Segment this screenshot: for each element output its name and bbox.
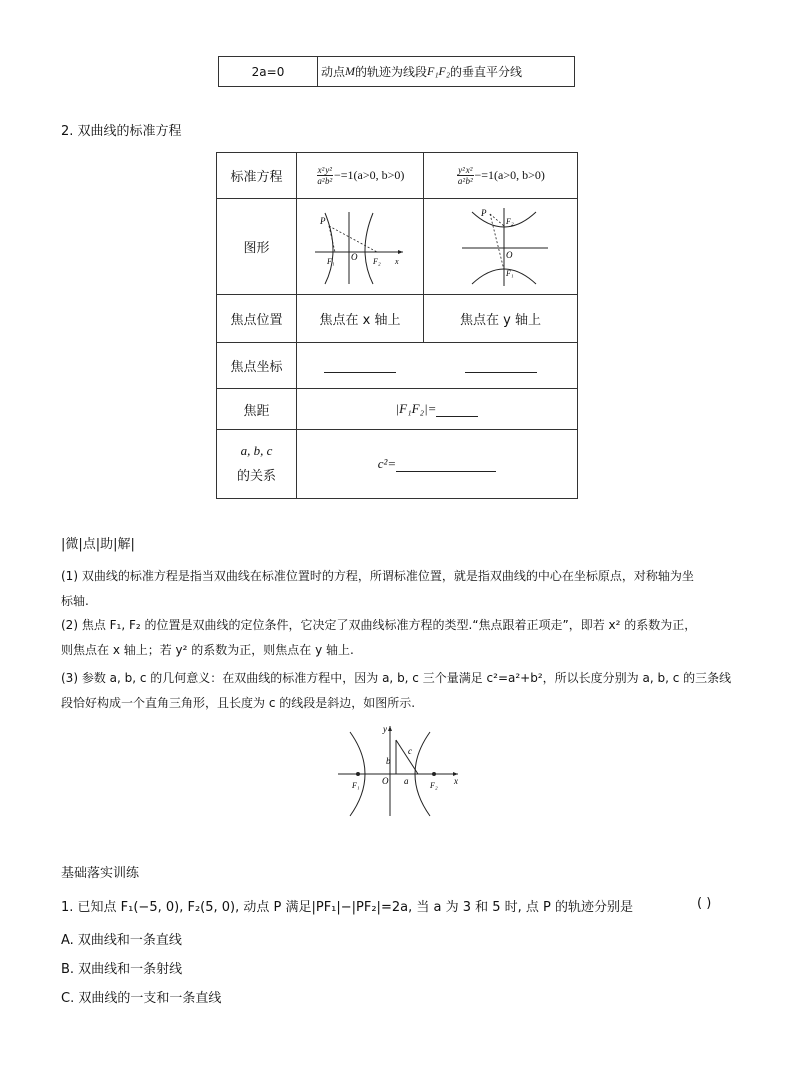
option-a: A. 双曲线和一条直线 <box>61 933 182 948</box>
option-b: B. 双曲线和一条射线 <box>61 962 183 977</box>
tip-2a: (2) 焦点 F₁, F₂ 的位置是双曲线的定位条件，它决定了双曲线标准方程的类型.“焦点跟着正项走”，即若 x² 的系数为正， <box>61 618 697 632</box>
eq1-tail: =1(a>0, b>0) <box>340 168 405 182</box>
tip-title: |微|点|助|解| <box>61 537 135 552</box>
focus-coord-y-blank <box>424 343 577 388</box>
g2-F1: F₁ <box>506 269 514 278</box>
eq-y-axis: $\frac{\text{y²}}{\text{a²}}$ $\frac{\text{x²}}{\text{b²}}$ − =1(a>0, b>0) <box>457 165 545 186</box>
top-table-description <box>321 57 522 86</box>
fig3-F2: F₂ <box>430 781 438 790</box>
abc-triangle-figure <box>334 722 464 818</box>
c2-label: c²= <box>377 456 397 471</box>
section-title: 2. 双曲线的标准方程 <box>61 124 182 139</box>
fig3-a: a <box>404 776 409 786</box>
desc-pre: 动点 <box>321 65 346 79</box>
tip-1b: 标轴. <box>61 594 89 608</box>
hyperbola-table <box>216 152 578 499</box>
tip-3b: 段恰好构成一个直角三角形，且长度为 c 的线段是斜边，如图所示. <box>61 696 416 710</box>
eq-x-axis: $\frac{\text{x²}}{\text{a²}}$ $\frac{\text{y²}}{\text{b²}}$ − =1(a>0, b>0) <box>317 165 405 186</box>
row-label-abc <box>217 430 296 498</box>
g2-F2: F₂ <box>506 217 514 226</box>
focus-pos-x: 焦点在 x 轴上 <box>319 313 401 328</box>
desc-seg: F₁F₂ <box>427 64 451 78</box>
option-c: C. 双曲线的一支和一条直线 <box>61 991 222 1006</box>
desc-mid: 的轨迹为线段 <box>355 65 428 79</box>
question-1: 1. 已知点 F₁(−5, 0), F₂(5, 0), 动点 P 满足|PF₁|−|PF₂|=2a, 当 a 为 3 和 5 时, 点 P 的轨迹分别是 <box>61 900 634 915</box>
fig3-x: x <box>454 776 458 786</box>
fig3-O: O <box>382 776 389 786</box>
fig3-c: c <box>408 746 412 756</box>
eq2-tail: =1(a>0, b>0) <box>481 168 545 182</box>
practice-title: 基础落实训练 <box>61 866 140 881</box>
tip-2b: 则焦点在 x 轴上；若 y² 的系数为正，则焦点在 y 轴上. <box>61 643 354 657</box>
focus-coord-x-blank <box>297 343 423 388</box>
g2-P: P <box>481 208 487 218</box>
abc-relation-label: 的关系 <box>236 469 276 484</box>
desc-post: 的垂直平分线 <box>450 65 523 79</box>
focal-label: |F₁F₂|= <box>395 401 437 416</box>
g1-P: P <box>320 216 326 226</box>
c2-relation <box>297 430 577 498</box>
row-label-focus-pos: 焦点位置 <box>230 313 283 328</box>
desc-M: M <box>345 64 356 78</box>
focal-length <box>297 389 577 429</box>
row-label-focus-coord: 焦点坐标 <box>230 360 283 375</box>
g2-O: O <box>506 250 513 260</box>
graph-y-hyperbola <box>460 206 550 288</box>
tip-3a: (3) 参数 a, b, c 的几何意义：在双曲线的标准方程中，因为 a, b, c 三个量满足 c²=a²+b²，所以长度分别为 a, b, c 的三条线 <box>61 671 732 685</box>
fig3-b: b <box>386 756 391 766</box>
row-label-focal: 焦距 <box>243 403 270 419</box>
g1-F1: F₁ <box>327 257 335 266</box>
top-table-condition: 2a=0 <box>219 57 318 86</box>
abc-label: a, b, c <box>240 443 273 458</box>
row-label-std: 标准方程 <box>230 170 283 185</box>
g1-x: x <box>395 257 399 266</box>
focus-pos-y: 焦点在 y 轴上 <box>460 313 541 328</box>
question-1-answer-paren: ( ) <box>697 896 712 911</box>
fig3-y: y <box>383 724 387 734</box>
top-table <box>218 56 575 87</box>
graph-x-hyperbola <box>315 208 405 286</box>
row-label-graph: 图形 <box>243 241 270 256</box>
g1-O: O <box>351 252 358 262</box>
tip-1a: (1) 双曲线的标准方程是指当双曲线在标准位置时的方程，所谓标准位置，就是指双曲线的中心在坐标原点，对称轴为坐 <box>61 569 694 583</box>
g1-F2: F₂ <box>373 257 381 266</box>
fig3-F1: F₁ <box>352 781 360 790</box>
